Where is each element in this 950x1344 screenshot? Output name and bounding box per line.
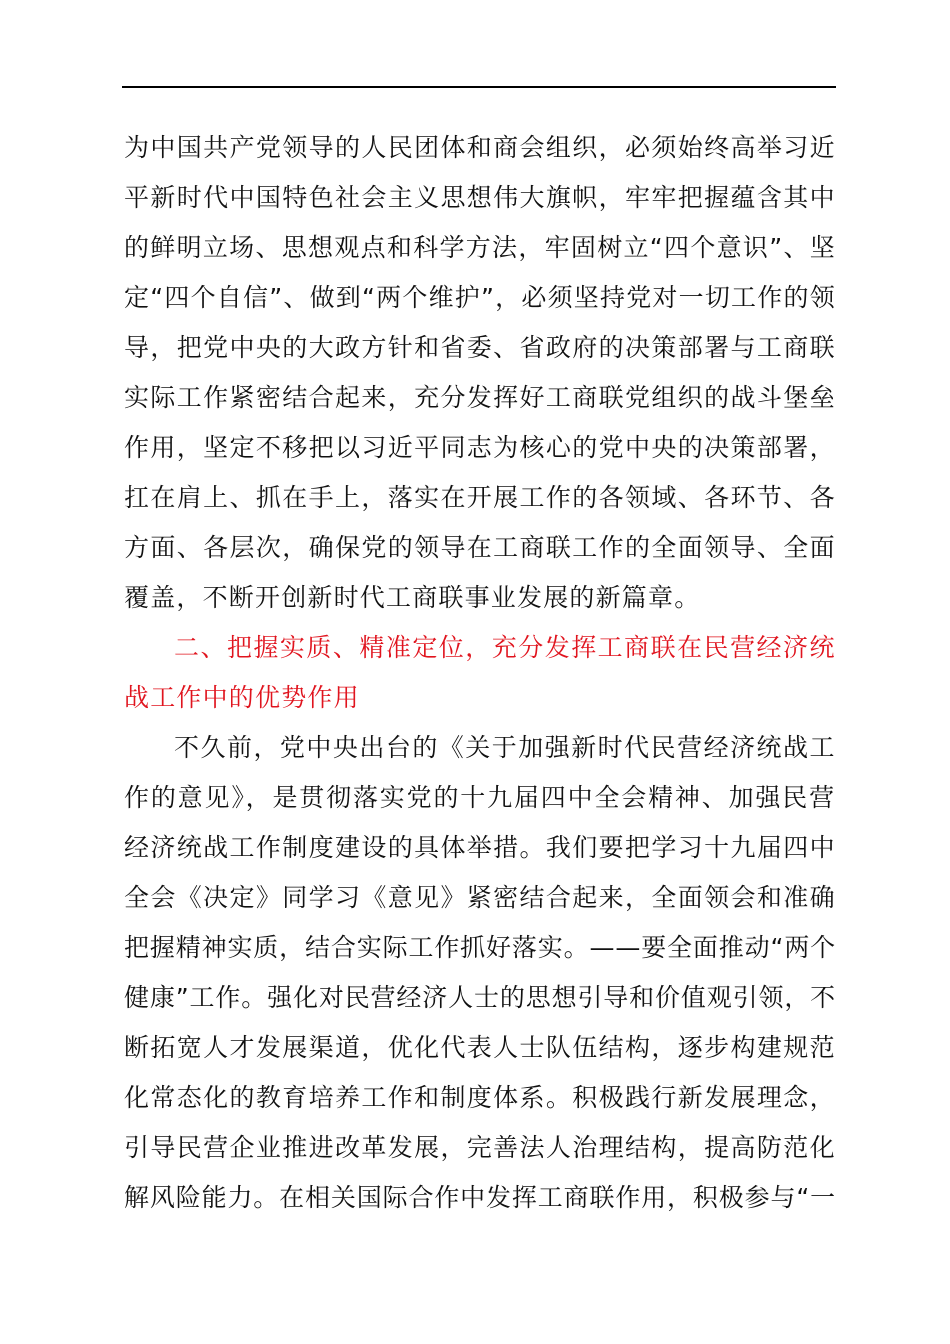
- body-text-line: 平新时代中国特色社会主义思想伟大旗帜，牢牢把握蕴含其中: [124, 183, 836, 212]
- section-heading-line: 战工作中的优势作用: [124, 683, 360, 712]
- body-text-line: 导，把党中央的大政方针和省委、省政府的决策部署与工商联: [124, 333, 836, 362]
- body-text-line: 实际工作紧密结合起来，充分发挥好工商联党组织的战斗堡垒: [124, 383, 836, 412]
- body-text-line: 覆盖，不断开创新时代工商联事业发展的新篇章。: [124, 583, 701, 612]
- body-text-line: 的鲜明立场、思想观点和科学方法，牢固树立“四个意识”、坚: [124, 233, 837, 262]
- body-text-line: 引导民营企业推进改革发展，完善法人治理结构，提高防范化: [124, 1133, 836, 1162]
- body-text-line: 扛在肩上、抓在手上，落实在开展工作的各领域、各环节、各: [124, 483, 836, 512]
- body-text-line: 不久前，党中央出台的《关于加强新时代民营经济统战工: [174, 733, 837, 762]
- body-text-line: 定“四个自信”、做到“两个维护”，必须坚持党对一切工作的领: [124, 283, 836, 312]
- header-rule: [122, 86, 836, 88]
- section-heading-line: 二、把握实质、精准定位，充分发挥工商联在民营经济统: [174, 633, 837, 662]
- body-text-line: 经济统战工作制度建设的具体举措。我们要把学习十九届四中: [124, 833, 836, 862]
- body-text-line: 为中国共产党领导的人民团体和商会组织，必须始终高举习近: [124, 133, 836, 162]
- body-text-line: 化常态化的教育培养工作和制度体系。积极践行新发展理念，: [124, 1083, 836, 1112]
- body-text-line: 解风险能力。在相关国际合作中发挥工商联作用，积极参与“一: [124, 1183, 837, 1212]
- body-text-line: 全会《决定》同学习《意见》紧密结合起来，全面领会和准确: [124, 883, 836, 912]
- body-text-line: 把握精神实质，结合实际工作抓好落实。——要全面推动“两个: [124, 933, 837, 962]
- document-body: [124, 123, 842, 1223]
- body-text-line: 断拓宽人才发展渠道，优化代表人士队伍结构，逐步构建规范: [124, 1033, 836, 1062]
- body-text-line: 作的意见》，是贯彻落实党的十九届四中全会精神、加强民营: [124, 783, 836, 812]
- body-text-line: 健康”工作。强化对民营经济人士的思想引导和价值观引领，不: [124, 983, 837, 1012]
- body-text-line: 方面、各层次，确保党的领导在工商联工作的全面领导、全面: [124, 533, 836, 562]
- body-text-line: 作用，坚定不移把以习近平同志为核心的党中央的决策部署，: [124, 433, 836, 462]
